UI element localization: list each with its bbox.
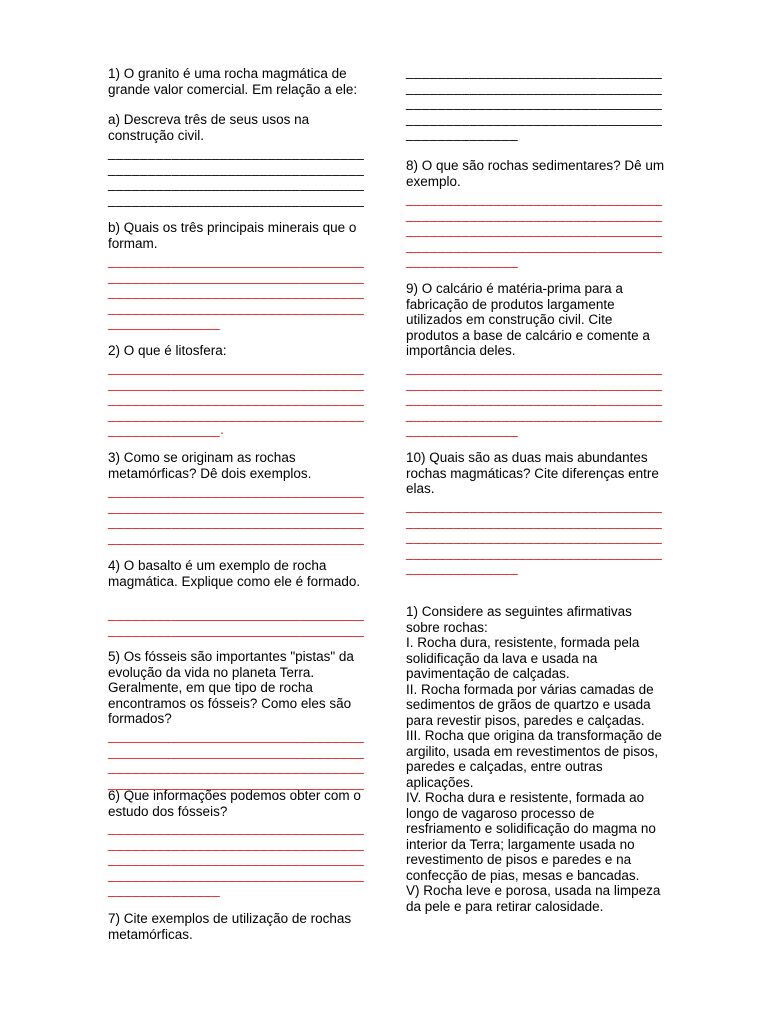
question-1a: a) Descreva três de seus usos na construção civil. bbox=[108, 112, 310, 143]
answer-line: ________________________________ bbox=[406, 360, 663, 375]
answer-line: ________________________________ bbox=[108, 145, 365, 160]
answer-line: ________________________________ bbox=[406, 237, 663, 253]
answer-lines-6[interactable] bbox=[108, 820, 364, 898]
answer-line: ________________________________ bbox=[108, 728, 365, 743]
answer-line: ______________ bbox=[108, 315, 221, 330]
question-3: 3) Como se originam as rochas metamórficas? Dê dois exemplos. bbox=[108, 450, 312, 481]
answer-lines-8[interactable] bbox=[406, 191, 662, 269]
question-2: 2) O que é litosfera: bbox=[108, 343, 227, 358]
answer-line: ________________________________ bbox=[108, 284, 365, 299]
answer-line: ________________________________ bbox=[406, 513, 663, 529]
answer-line: ________________________________ bbox=[108, 191, 365, 207]
answer-line: ________________________________ bbox=[108, 866, 365, 882]
answer-line: ________________________________ bbox=[406, 206, 663, 222]
answer-lines-1b[interactable] bbox=[108, 253, 364, 331]
answer-line: ________________________________ bbox=[108, 391, 365, 406]
statement-v: V) Rocha leve e porosa, usada na limpeza da pele e para retirar calosidade. bbox=[406, 883, 661, 914]
answer-line: ________________________________ bbox=[108, 774, 365, 790]
question-9: 9) O calcário é matéria-prima para a fabricação de produtos largamente utilizados em construção civil. Cite produtos a base de calcário e comente a importância deles. bbox=[406, 281, 650, 358]
statement-ii: II. Rocha formada por várias camadas de sedimentos de grãos de quartzo e usada para revestir pisos, paredes e calçadas. bbox=[406, 681, 654, 728]
question-5: 5) Os fósseis são importantes "pistas" da evolução da vida no planeta Terra. Geralmente, em que tipo de rocha encontramos os fósseis? Como eles são formados? bbox=[108, 649, 354, 726]
answer-line: ________________________________ bbox=[108, 176, 365, 191]
answer-line: ______________. bbox=[108, 422, 225, 437]
answer-line: ________________________________ bbox=[406, 375, 663, 391]
statement-iv: IV. Rocha dura e resistente, formada ao longo de vagaroso processo de resfriamento e solidificação do magma no interior da Terra; largamente usada no revestimento de pisos e paredes e na confecção de pias, mesas e bancadas. bbox=[406, 790, 656, 883]
answer-lines-7[interactable] bbox=[406, 64, 662, 142]
answer-line: ________________________________ bbox=[406, 95, 663, 110]
answer-line: ________________________________ bbox=[108, 253, 365, 268]
answer-line: ________________________________ bbox=[406, 391, 663, 406]
answer-line: ______________ bbox=[108, 882, 221, 897]
answer-line: ________________________________ bbox=[108, 820, 365, 835]
question-10: 10) Quais são as duas mais abundantes rochas magmáticas? Cite diferenças entre elas. bbox=[406, 450, 659, 496]
answer-line: ________________________________ bbox=[108, 360, 365, 375]
answer-line: ________________________________ bbox=[108, 406, 365, 422]
answer-lines-1a[interactable] bbox=[108, 145, 364, 207]
part-2-intro: 1) Considere as seguintes afirmativas sobre rochas: bbox=[406, 604, 632, 635]
answer-lines-9[interactable] bbox=[406, 360, 662, 438]
statement-i: I. Rocha dura, resistente, formada pela solidificação da lava e usada na pavimentação de calçadas. bbox=[406, 635, 640, 681]
answer-line: ________________________________ bbox=[406, 79, 663, 95]
answer-lines-5[interactable] bbox=[108, 728, 364, 790]
part-2-question-block bbox=[406, 604, 668, 914]
answer-line: ________________________________ bbox=[108, 299, 365, 315]
answer-line: ________________________________ bbox=[108, 606, 365, 621]
answer-line: ________________________________ bbox=[406, 110, 663, 126]
answer-line: ________________________________ bbox=[108, 835, 365, 851]
question-6: 6) Que informações podemos obter com o estudo dos fósseis? bbox=[108, 788, 361, 819]
question-4: 4) O basalto é um exemplo de rocha magmática. Explique como ele é formado. bbox=[108, 558, 361, 589]
answer-line: ________________________________ bbox=[406, 64, 663, 79]
question-8: 8) O que são rochas sedimentares? Dê um exemplo. bbox=[406, 158, 665, 189]
question-1b: b) Quais os três principais minerais que o formam. bbox=[108, 220, 357, 251]
answer-line: ________________________________ bbox=[406, 191, 663, 206]
answer-line: ________________________________ bbox=[108, 514, 365, 529]
answer-line: ________________________________ bbox=[108, 743, 365, 759]
answer-line: ________________________________ bbox=[108, 498, 365, 514]
answer-line: ______________ bbox=[406, 560, 519, 575]
answer-line: ________________________________ bbox=[406, 406, 663, 422]
answer-line: ________________________________ bbox=[406, 544, 663, 560]
question-1-intro: 1) O granito é uma rocha magmática de grande valor comercial. Em relação a ele: bbox=[108, 66, 358, 97]
answer-line: ________________________________ bbox=[108, 621, 365, 637]
answer-line: ________________________________ bbox=[406, 498, 663, 513]
answer-line: ______________ bbox=[406, 126, 519, 141]
answer-lines-10[interactable] bbox=[406, 498, 662, 576]
answer-line: ________________________________ bbox=[108, 375, 365, 391]
answer-line: ______________ bbox=[406, 253, 519, 268]
statement-iii: III. Rocha que origina da transformação de argilito, usada em revestimentos de pisos, paredes e calçadas, entre outras aplicações. bbox=[406, 728, 662, 790]
answer-line: ________________________________ bbox=[406, 529, 663, 544]
answer-line: ______________ bbox=[406, 422, 519, 437]
answer-line: ________________________________ bbox=[406, 222, 663, 237]
answer-line: ________________________________ bbox=[108, 851, 365, 866]
answer-lines-4[interactable] bbox=[108, 606, 364, 637]
question-7: 7) Cite exemplos de utilização de rochas metamórficas. bbox=[108, 911, 352, 942]
answer-line: ________________________________ bbox=[108, 160, 365, 176]
answer-lines-2[interactable] bbox=[108, 360, 364, 438]
answer-line: ________________________________ bbox=[108, 759, 365, 774]
answer-line: ________________________________ bbox=[108, 483, 365, 498]
answer-line: ________________________________ bbox=[108, 268, 365, 284]
answer-line: ________________________________ bbox=[108, 529, 365, 545]
answer-lines-3[interactable] bbox=[108, 483, 364, 545]
